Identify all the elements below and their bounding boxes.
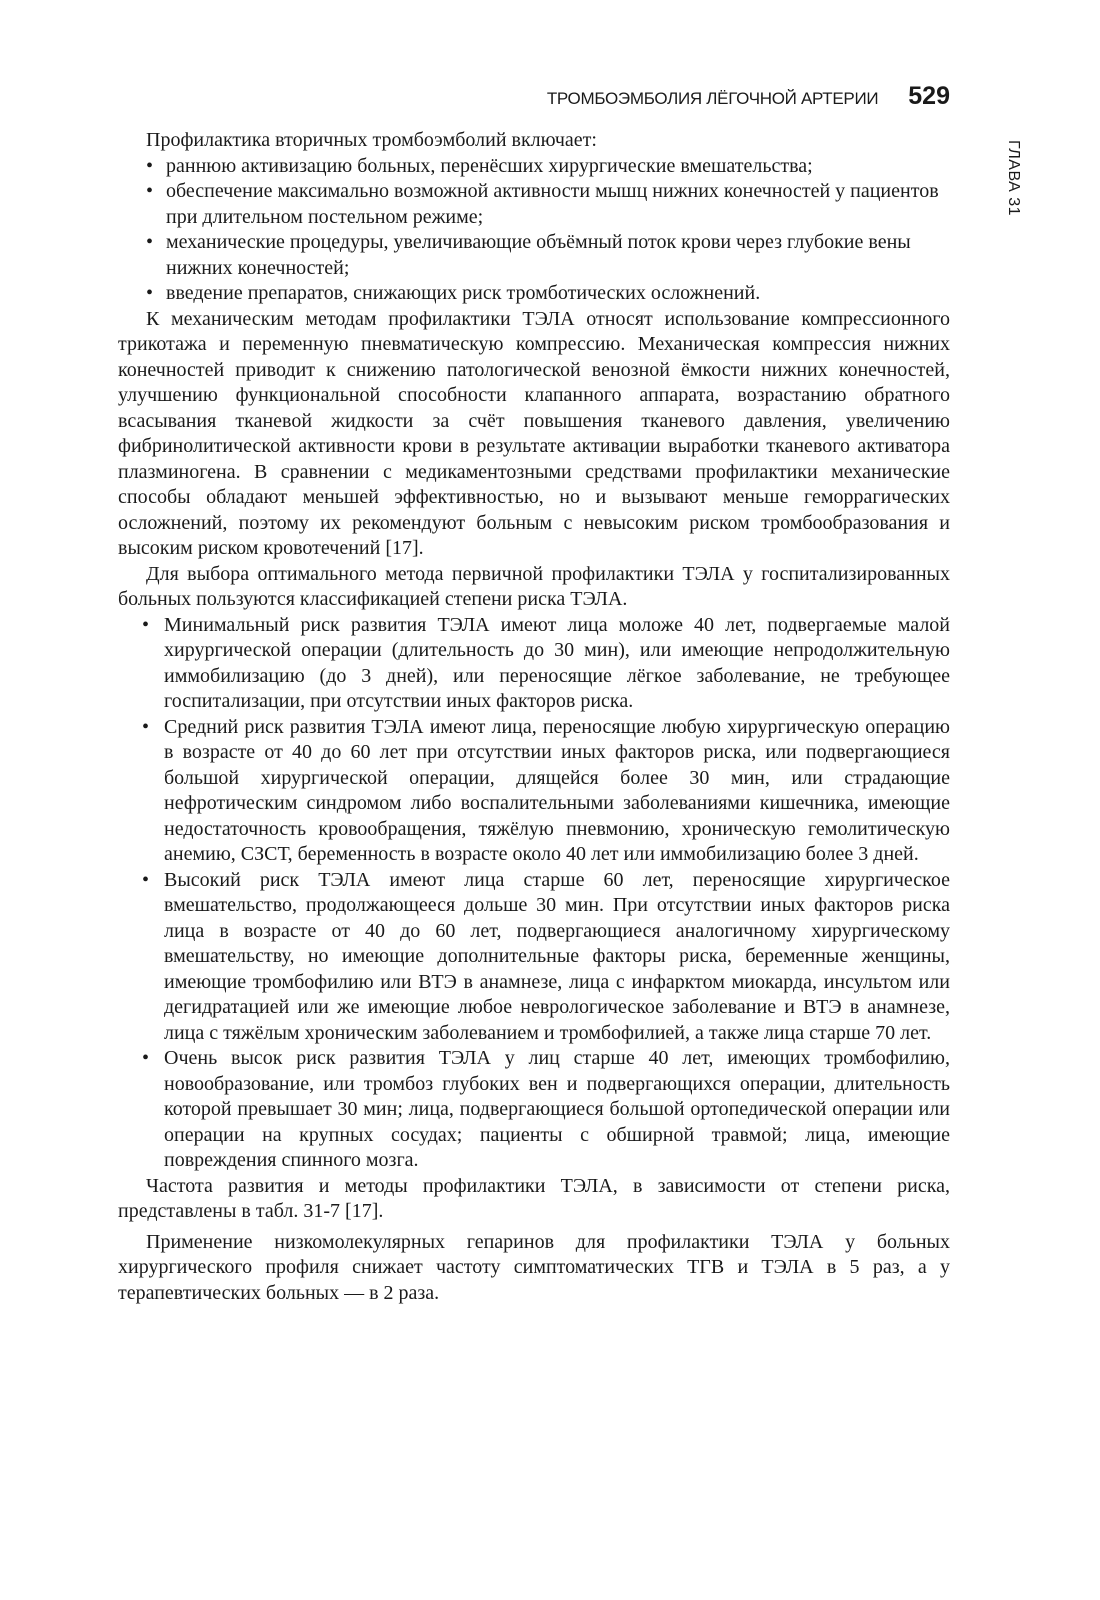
list-item: • обеспечение максимально возможной активности мышц нижних конечностей у пациентов при длительном постельном режиме; [118,179,950,230]
risk-classification-paragraph: Для выбора оптимального метода первичной профилактики ТЭЛА у госпитализированных больных пользуются классификацией степени риска ТЭЛА. [118,562,950,610]
list-item: • введение препаратов, снижающих риск тромботических осложнений. [118,281,950,307]
secondary-prevention-intro: Профилактика вторичных тромбоэмболий включает: [146,129,597,151]
risk-levels-list [118,613,950,1174]
chapter-tab: ГЛАВА 31 [1005,140,1022,216]
secondary-prevention-list [118,154,950,307]
risk-level-item: • Очень высок риск развития ТЭЛА у лиц старше 40 лет, имеющих тромбофилию, новообразование, или тромбоз глубоких вен и подвергающихся операции, длительность которой превышает 30 мин; лица, подвергающиеся большой ортопедической операции или операции на крупных сосудах; пациенты с обширной травмой; лица, имеющие повреждения спинного мозга. [118,1046,950,1174]
risk-level-item: • Минимальный риск развития ТЭЛА имеют лица моложе 40 лет, подвергаемые малой хирургической операции (длительность до 30 мин), или имеющие непродолжительную иммобилизацию (до 3 дней), или переносящие лёгкое заболевание, не требующее госпитализации, при отсутствии иных факторов риска. [118,613,950,715]
risk-level-item: • Средний риск развития ТЭЛА имеют лица, переносящие любую хирургическую операцию в возрасте от 40 до 60 лет при отсутствии иных факторов риска, или подвергающиеся большой хирургической операции, длящейся более 30 мин, или страдающие нефротическим синдромом либо воспалительными заболеваниями кишечника, имеющие недостаточность кровообращения, тяжёлую пневмонию, хроническую гемолитическую анемию, СЗСТ, беременность в возрасте около 40 лет или иммобилизацию более 3 дней. [118,715,950,868]
mechanical-methods-paragraph: К механическим методам профилактики ТЭЛА относят использование компрессионного трикотажа и переменную пневматическую компрессию. Механическая компрессия нижних конечностей приводит к снижению патологической венозной ёмкости нижних конечностей, улучшению функциональной способности клапанного аппарата, возрастанию обратного всасывания тканевой жидкости за счёт повышения тканевого давления, увеличению фибринолитической активности крови в результате активации выработки тканевого активатора плазминогена. В сравнении с медикаментозными средствами профилактики механические способы обладают меньшей эффективностью, но и вызывают меньше геморрагических осложнений, поэтому их рекомендуют больным с невысоким риском тромбообразования и высоким риском кровотечений [17]. [118,307,950,559]
running-title: ТРОМБОЭМБОЛИЯ ЛЁГОЧНОЙ АРТЕРИИ [546,89,879,108]
frequency-paragraph: Частота развития и методы профилактики ТЭЛА, в зависимости от степени риска, представлены в табл. 31-7 [17]. [118,1174,950,1222]
page-number: 529 [908,82,950,110]
risk-level-item: • Высокий риск ТЭЛА имеют лица старше 60 лет, переносящие хирургическое вмешательство, продолжающееся дольше 30 мин. При отсутствии иных факторов риска лица в возрасте от 40 до 60 лет, подвергающиеся аналогичному хирургическому вмешательству, но имеющие дополнительные факторы риска, беременные женщины, имеющие тромбофилию или ВТЭ в анамнезе, лица с инфарктом миокарда, инсультом или дегидратацией или же имеющие любое неврологическое заболевание и ВТЭ в анамнезе, лица с тяжёлым хроническим заболеванием и тромбофилией, а также лица старше 70 лет. [118,868,950,1047]
page-header [0,82,950,111]
list-item: • механические процедуры, увеличивающие объёмный поток крови через глубокие вены нижних конечностей; [118,230,950,281]
heparin-paragraph: Применение низкомолекулярных гепаринов для профилактики ТЭЛА у больных хирургического профиля снижает частоту симптоматических ТГВ и ТЭЛА в 5 раз, а у терапевтических больных — в 2 раза. [118,1230,950,1304]
list-item: • раннюю активизацию больных, перенёсших хирургические вмешательства; [118,154,950,180]
body-text [118,128,950,1306]
